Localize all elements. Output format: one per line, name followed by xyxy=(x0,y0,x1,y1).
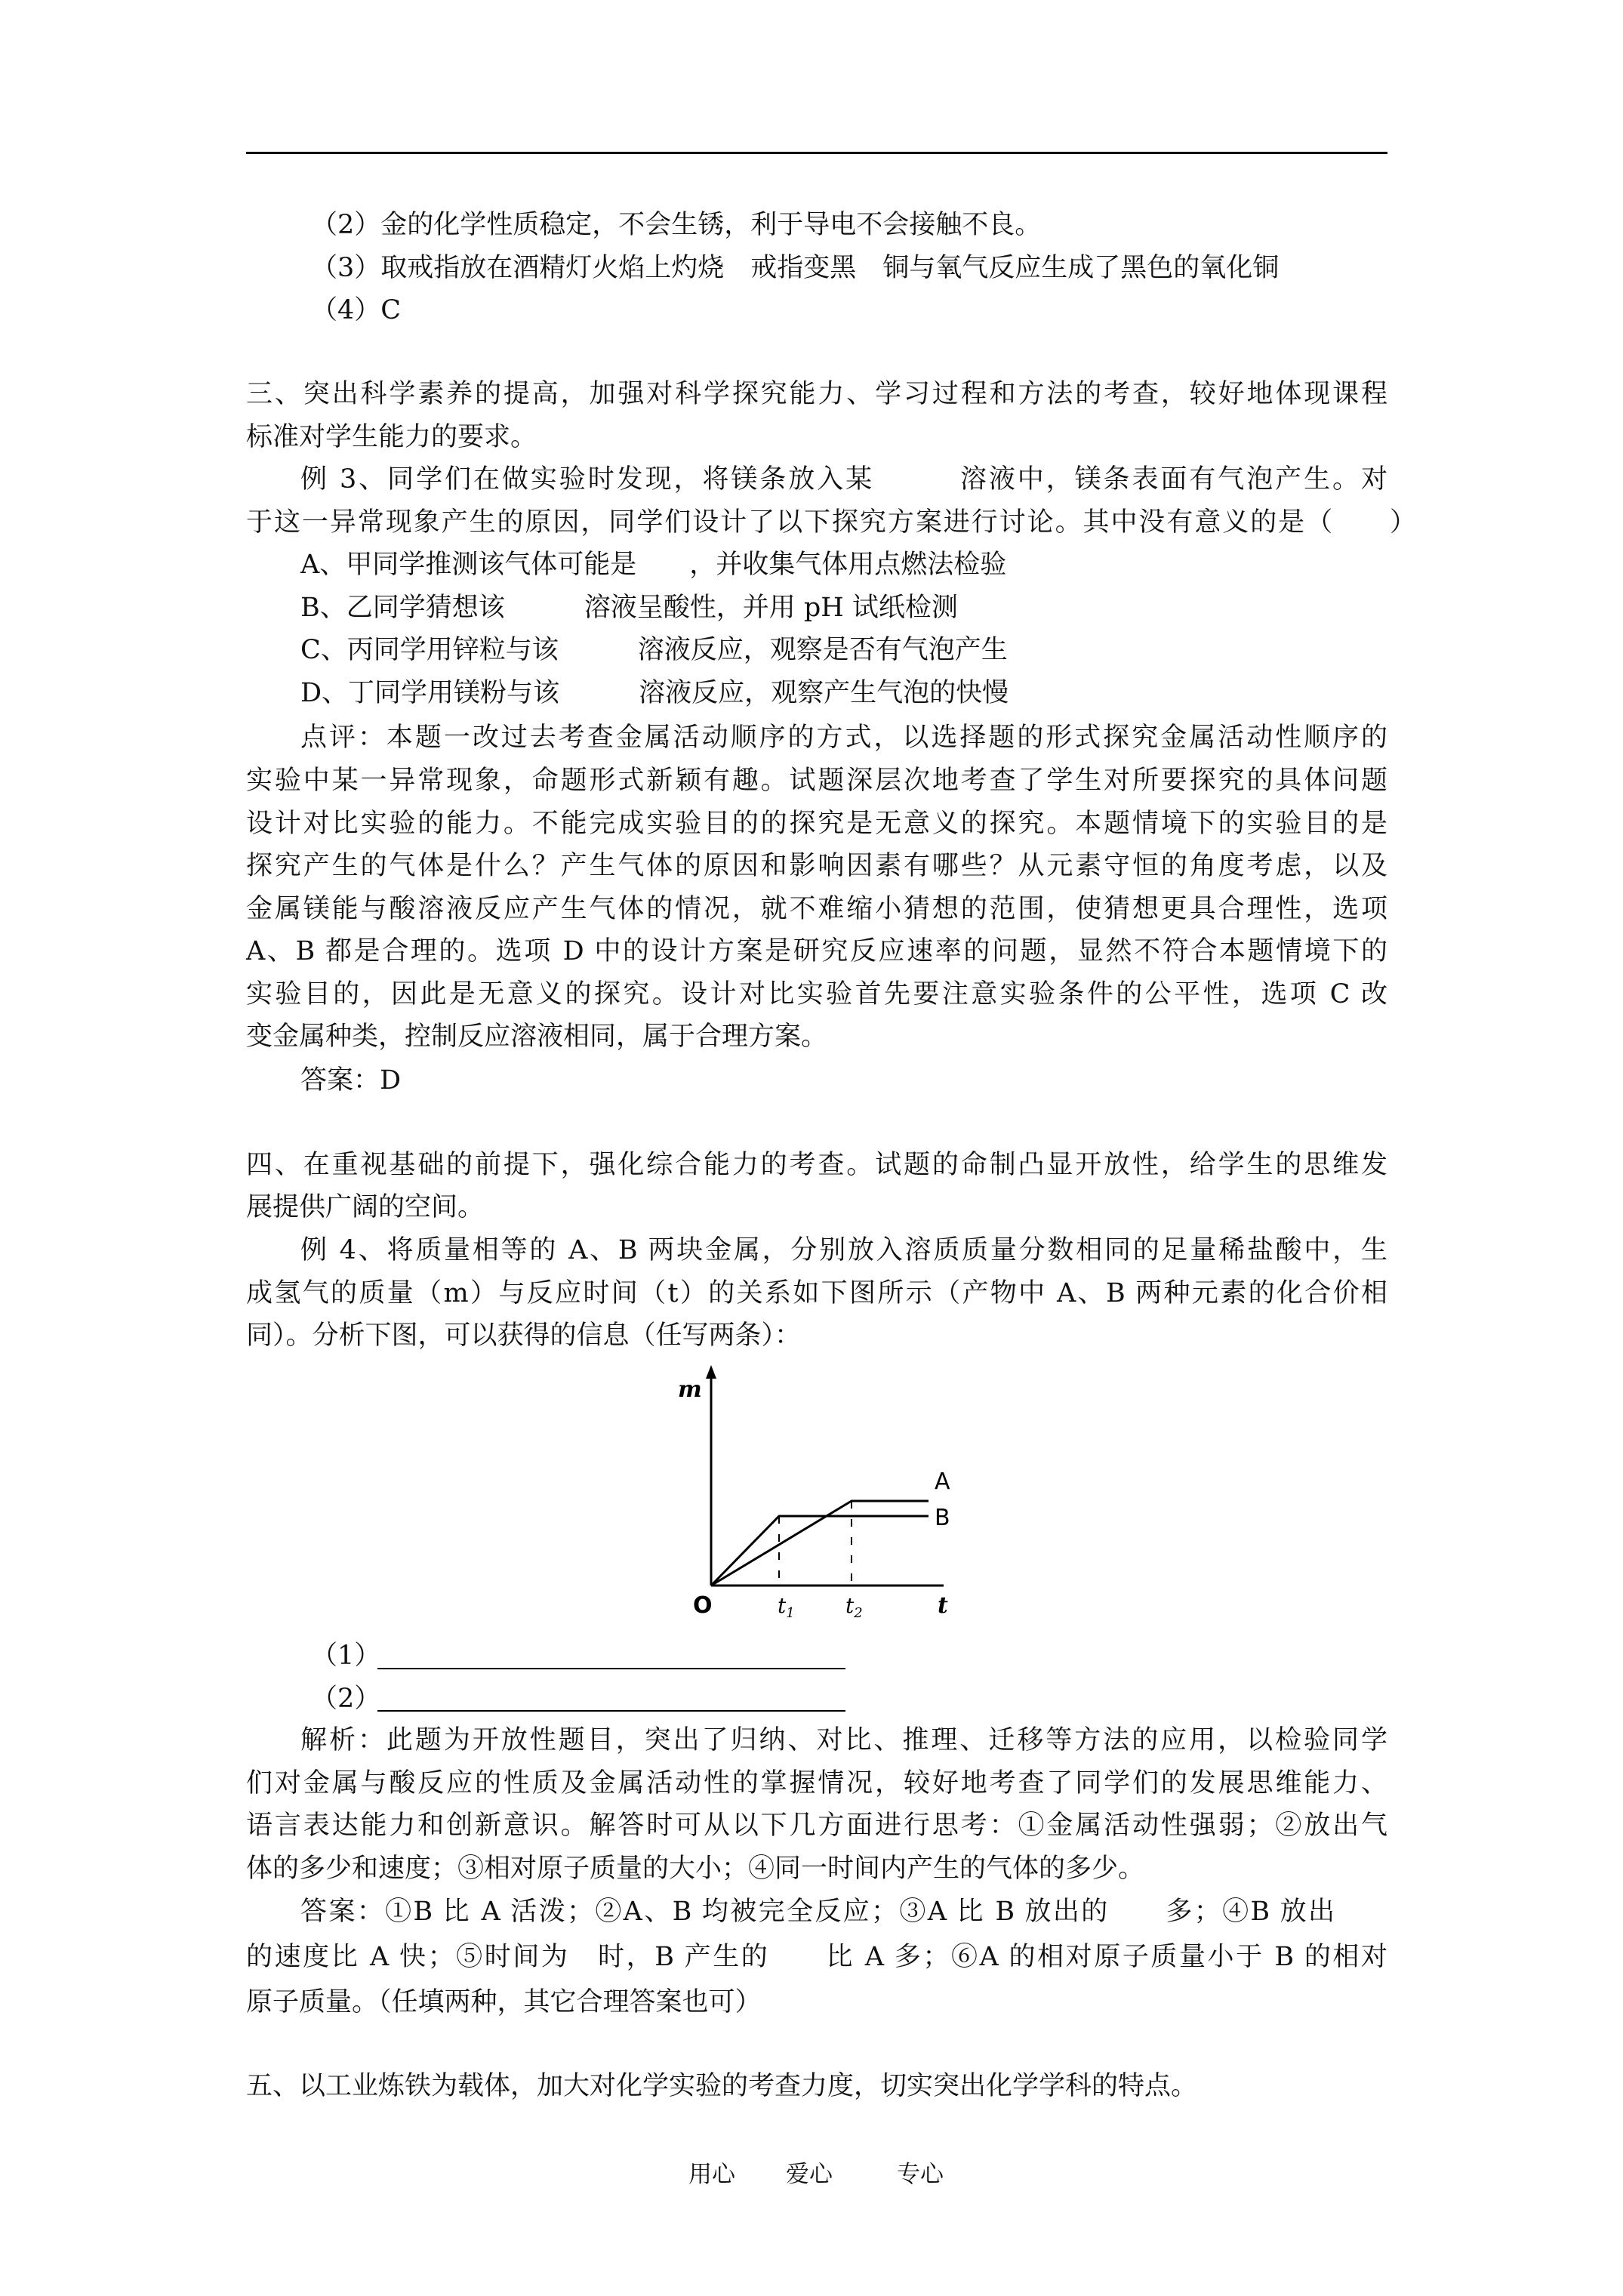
t1-label: $t_1$ xyxy=(778,1593,795,1621)
mass-time-graph xyxy=(664,1359,966,1623)
blank-2-line[interactable] xyxy=(377,1710,845,1712)
example4-line1: 例 4、将质量相等的 A、B 两块金属，分别放入溶质质量分数相同的足量稀盐酸中，生 xyxy=(300,1235,1387,1265)
header-rule xyxy=(246,152,1387,154)
answer-line-3: （3）取戒指放在酒精灯火焰上灼烧 戒指变黑 铜与氧气反应生成了黑色的氧化铜 xyxy=(311,253,1280,283)
footer-text-1: 用心 xyxy=(688,2161,735,2188)
comment-line7: 实验目的，因此是无意义的探究。设计对比实验首先要注意实验条件的公平性，选项 C 改 xyxy=(246,979,1387,1009)
comment-line6: A、B 都是合理的。选项 D 中的设计方案是研究反应速率的问题，显然不符合本题情境下的 xyxy=(246,936,1387,966)
section4-heading-line2: 展提供广阔的空间。 xyxy=(246,1192,485,1222)
analysis-line3: 语言表达能力和创新意识。解答时可从以下几方面进行思考：①金属活动性强弱；②放出气 xyxy=(246,1811,1387,1841)
line-a xyxy=(711,1501,929,1586)
option-a: A、甲同学推测该气体可能是 ，并收集气体用点燃法检验 xyxy=(300,550,1007,580)
origin-label: O xyxy=(693,1592,713,1619)
section3-heading-line2: 标准对学生能力的要求。 xyxy=(246,422,537,452)
section5-heading: 五、以工业炼铁为载体，加大对化学实验的考查力度，切实突出化学学科的特点。 xyxy=(246,2071,1198,2101)
footer-text-3: 专心 xyxy=(897,2161,944,2188)
t2-label: $t_2$ xyxy=(845,1593,863,1621)
example3-line2: 于这一异常现象产生的原因，同学们设计了以下探究方案进行讨论。其中没有意义的是（ ） xyxy=(246,507,1416,538)
example4-line3: 同）。分析下图，可以获得的信息（任写两条）： xyxy=(246,1321,802,1351)
section4-answer-line3: 原子质量。（任填两种，其它合理答案也可） xyxy=(246,1987,762,2017)
option-d: D、丁同学用镁粉与该 溶液反应，观察产生气泡的快慢 xyxy=(300,678,1009,708)
answer-line-4: （4）C xyxy=(311,295,402,325)
blank-2-label: （2） xyxy=(311,1684,381,1714)
comment-line2: 实验中某一异常现象，命题形式新颖有趣。试题深层次地考查了学生对所要探究的具体问题 xyxy=(246,766,1387,796)
section4-answer-line1: 答案：①B 比 A 活泼；②A、B 均被完全反应；③A 比 B 放出的 多；④B 放出 xyxy=(300,1897,1335,1927)
section3-answer: 答案：D xyxy=(300,1065,402,1096)
footer-text-2: 爱心 xyxy=(786,2161,833,2188)
line-b-label: B xyxy=(935,1505,950,1531)
section3-heading-line1: 三、突出科学素养的提高，加强对科学探究能力、学习过程和方法的考查，较好地体现课程 xyxy=(246,379,1387,409)
comment-line3: 设计对比实验的能力。不能完成实验目的的探究是无意义的探究。本题情境下的实验目的是 xyxy=(246,809,1387,839)
blank-1-label: （1） xyxy=(311,1641,381,1671)
analysis-line2: 们对金属与酸反应的性质及金属活动性的掌握情况，较好地考查了同学们的发展思维能力、 xyxy=(246,1768,1387,1798)
example4-line2: 成氢气的质量（m）与反应时间（t）的关系如下图所示（产物中 A、B 两种元素的化合价相 xyxy=(246,1278,1387,1308)
line-a-label: A xyxy=(935,1469,950,1495)
example3-line1: 例 3、同学们在做实验时发现，将镁条放入某 溶液中，镁条表面有气泡产生。对 xyxy=(300,464,1387,495)
section4-heading-line1: 四、在重视基础的前提下，强化综合能力的考查。试题的命制凸显开放性，给学生的思维发 xyxy=(246,1150,1387,1180)
line-b xyxy=(711,1516,929,1586)
section4-answer-line2: 的速度比 A 快；⑤时间为 时，B 产生的 比 A 多；⑥A 的相对原子质量小于 B 的相对 xyxy=(246,1942,1387,1972)
comment-line4: 探究产生的气体是什么？产生气体的原因和影响因素有哪些？从元素守恒的角度考虑，以及 xyxy=(246,851,1387,881)
analysis-line1: 解析：此题为开放性题目，突出了归纳、对比、推理、迁移等方法的应用，以检验同学 xyxy=(300,1725,1387,1755)
x-axis-label: t xyxy=(938,1592,948,1619)
comment-line8: 变金属种类，控制反应溶液相同，属于合理方案。 xyxy=(246,1022,828,1052)
y-axis-label: m xyxy=(678,1376,702,1403)
blank-1-line[interactable] xyxy=(377,1668,845,1669)
analysis-line4: 体的多少和速度；③相对原子质量的大小；④同一时间内产生的气体的多少。 xyxy=(246,1854,1145,1884)
option-b: B、乙同学猜想该 溶液呈酸性，并用 pH 试纸检测 xyxy=(300,593,958,623)
answer-line-2: （2）金的化学性质稳定，不会生锈，利于导电不会接触不良。 xyxy=(311,210,1042,240)
option-c: C、丙同学用锌粒与该 溶液反应，观察是否有气泡产生 xyxy=(300,635,1008,665)
comment-line1: 点评：本题一改过去考查金属活动顺序的方式，以选择题的形式探究金属活动性顺序的 xyxy=(300,723,1387,753)
y-axis-arrow xyxy=(706,1365,716,1379)
comment-line5: 金属镁能与酸溶液反应产生气体的情况，就不难缩小猜想的范围，使猜想更具合理性，选项 xyxy=(246,894,1387,924)
